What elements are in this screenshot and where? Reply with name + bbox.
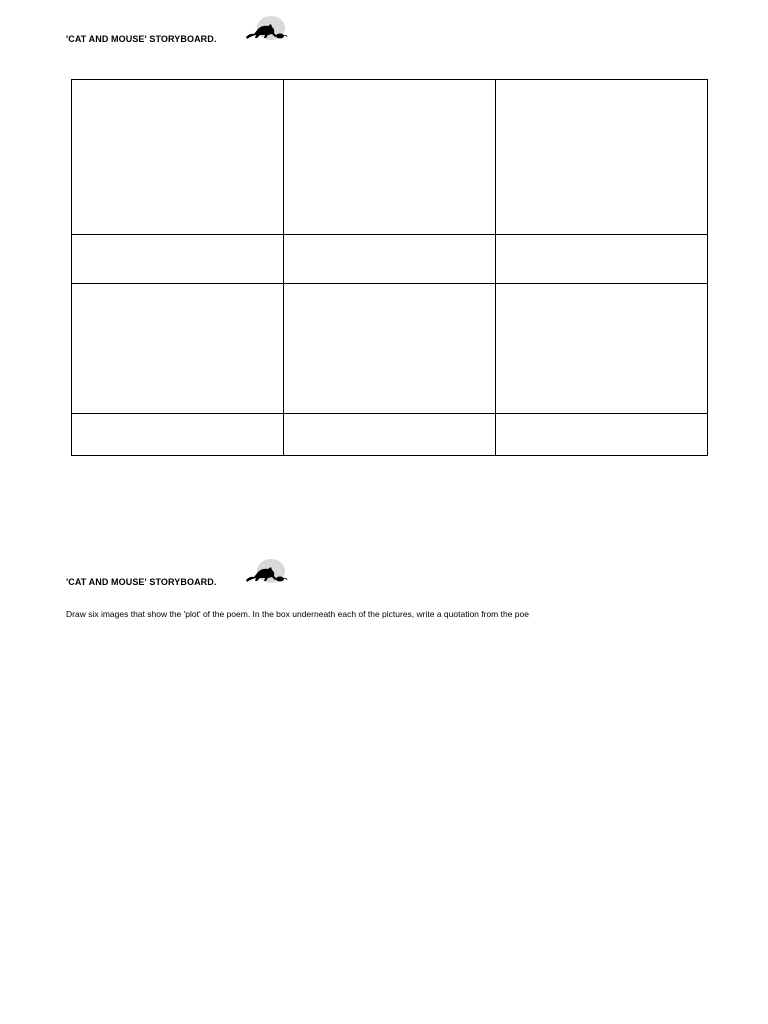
picture-box-4[interactable] <box>72 283 284 413</box>
cat-and-mouse-icon <box>244 558 288 586</box>
picture-box-3[interactable] <box>496 80 708 235</box>
quote-box-3[interactable] <box>496 235 708 283</box>
picture-box-6[interactable] <box>496 283 708 413</box>
quote-box-5[interactable] <box>284 413 496 455</box>
picture-row <box>72 80 708 235</box>
cat-and-mouse-icon <box>244 15 288 43</box>
quote-box-4[interactable] <box>72 413 284 455</box>
quote-box-1[interactable] <box>72 235 284 283</box>
picture-box-2[interactable] <box>284 80 496 235</box>
storyboard-grid <box>71 79 708 456</box>
quote-row <box>72 235 708 283</box>
quote-box-6[interactable] <box>496 413 708 455</box>
quote-box-2[interactable] <box>284 235 496 283</box>
picture-row <box>72 283 708 413</box>
instructions-text: Draw six images that show the 'plot' of the poem. In the box underneath each of the pictures, write a quotation from the poe <box>66 609 529 619</box>
picture-box-5[interactable] <box>284 283 496 413</box>
quote-row <box>72 413 708 455</box>
page-title: 'CAT AND MOUSE' STORYBOARD. <box>66 34 217 44</box>
picture-box-1[interactable] <box>72 80 284 235</box>
page-title: 'CAT AND MOUSE' STORYBOARD. <box>66 577 217 587</box>
